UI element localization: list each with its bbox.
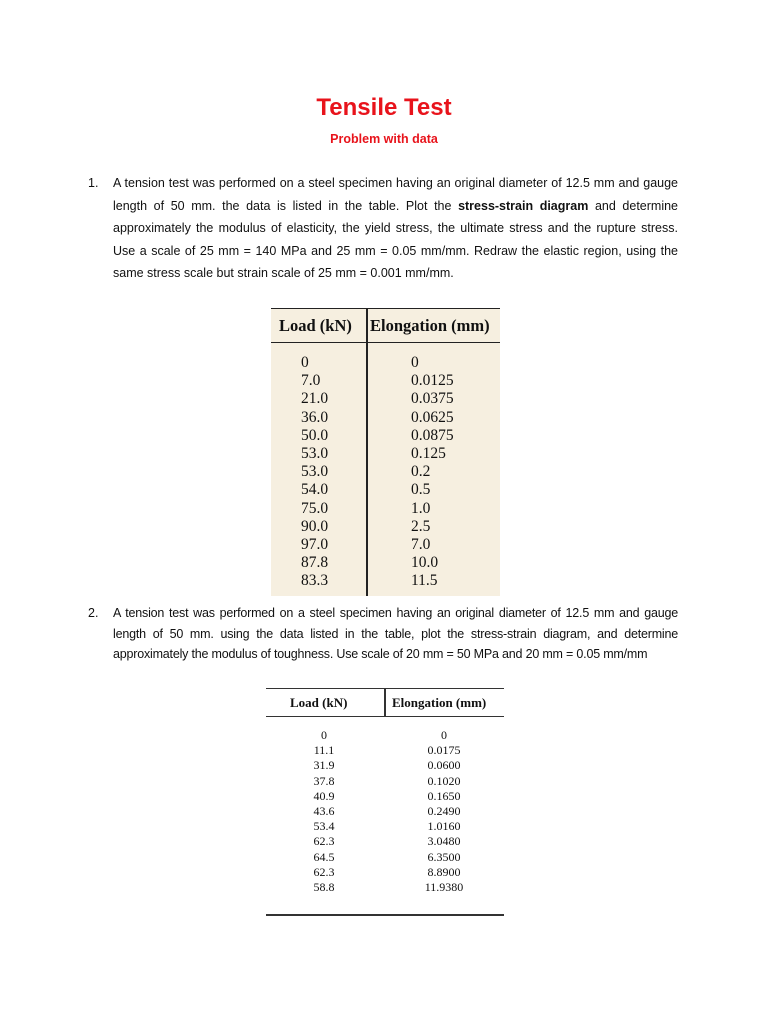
table-cell: 64.5: [313, 849, 335, 864]
problem-1-number: 1.: [88, 176, 99, 190]
problem-1-text: [113, 172, 678, 285]
table-cell: 0.0175: [427, 743, 461, 758]
table-cell: 0: [411, 354, 419, 371]
table-2-divider: [384, 688, 386, 717]
table-1-header: [271, 308, 500, 343]
page-subtitle: Problem with data: [330, 132, 438, 146]
table-cell: 0.0375: [411, 390, 454, 408]
table-2-bottom-rule: [266, 914, 504, 916]
table-cell: 0.125: [411, 445, 446, 463]
problem-1: [88, 172, 678, 285]
table-cell: 83.3: [301, 572, 329, 590]
table-cell: 1.0160: [427, 819, 461, 834]
table-cell: 0.0625: [411, 408, 454, 426]
table-cell: 8.8900: [427, 864, 461, 879]
table-2-load-column: [294, 728, 354, 895]
table-cell: 3.0480: [427, 834, 461, 849]
table-1-divider: [366, 308, 368, 596]
table-cell: 11.5: [411, 572, 438, 590]
table-2-header-load: Load (kN): [290, 695, 348, 710]
table-cell: 90.0: [301, 517, 329, 535]
table-cell: 50.0: [301, 426, 329, 444]
table-cell: 37.8: [313, 773, 335, 788]
table-cell: 0.0125: [411, 372, 454, 390]
table-cell: 53.4: [313, 819, 335, 834]
table-cell: 0.1020: [427, 773, 461, 788]
table-cell: 53.0: [301, 463, 329, 481]
table-cell: 2.5: [411, 517, 431, 535]
problem-2: [88, 603, 678, 665]
page-title: Tensile Test: [316, 94, 452, 121]
table-cell: 0: [301, 354, 309, 371]
problem-1-text-after: and determine approximately the modulus of elasticity, the yield stress, the ultimate stress and the rupture stress. Use a scale of 25 mm = 140 MPa and 25 mm = 0.05 mm/mm. Redraw the elastic region, using the same stress scale but strain scale of 25 mm = 0.001 mm/mm.: [113, 198, 678, 280]
table-cell: 53.0: [301, 445, 329, 463]
table-1: [271, 308, 500, 596]
table-cell: 40.9: [313, 788, 335, 803]
table-cell: 10.0: [411, 554, 439, 572]
table-cell: 7.0: [411, 536, 431, 554]
table-1-load-column: [301, 354, 328, 591]
table-cell: 21.0: [301, 390, 329, 408]
table-cell: 97.0: [301, 536, 329, 554]
table-cell: 0.0875: [411, 426, 454, 444]
table-cell: 0.0600: [427, 758, 461, 773]
table-cell: 1.0: [411, 499, 431, 517]
table-1-header-load: Load (kN): [279, 316, 352, 335]
table-cell: 6.3500: [427, 849, 461, 864]
table-cell: 62.3: [313, 864, 335, 879]
problem-2-number: 2.: [88, 606, 99, 620]
table-cell: 11.1: [313, 743, 335, 758]
table-cell: 58.8: [313, 880, 335, 895]
table-cell: 0.2490: [427, 804, 461, 819]
problem-1-text-bold: stress-strain diagram: [458, 198, 589, 213]
table-cell: 43.6: [313, 804, 335, 819]
table-cell: 0: [321, 728, 327, 742]
table-cell: 54.0: [301, 481, 329, 499]
table-cell: 0.2: [411, 463, 431, 481]
table-cell: 87.8: [301, 554, 329, 572]
problem-1-text-before: A tension test was performed on a steel specimen having an original diameter of 12.5 mm and gauge length of 50 mm. the data is listed in the table. Plot the: [113, 176, 678, 213]
table-cell: 62.3: [313, 834, 335, 849]
table-cell: 11.9380: [424, 880, 464, 895]
table-cell: 0.5: [411, 481, 431, 499]
table-2-header-elongation: Elongation (mm): [392, 695, 487, 710]
table-2-elongation-column: [416, 728, 472, 895]
table-cell: 0: [441, 728, 447, 742]
problem-2-text: A tension test was performed on a steel specimen having an original diameter of 12.5 mm and gauge length of 50 mm. using the data listed in the table, plot the stress-strain diagram, and determine approximately the modulus of toughness. Use scale of 20 mm = 50 MPa and 20 mm = 0.05 mm/mm: [113, 606, 678, 661]
table-cell: 36.0: [301, 408, 329, 426]
table-cell: 75.0: [301, 499, 329, 517]
table-2: [266, 688, 504, 916]
table-1-elongation-column: [411, 354, 454, 591]
table-cell: 31.9: [313, 758, 335, 773]
table-cell: 7.0: [301, 372, 321, 390]
table-1-header-elongation: Elongation (mm): [370, 316, 490, 335]
table-cell: 0.1650: [427, 788, 461, 803]
